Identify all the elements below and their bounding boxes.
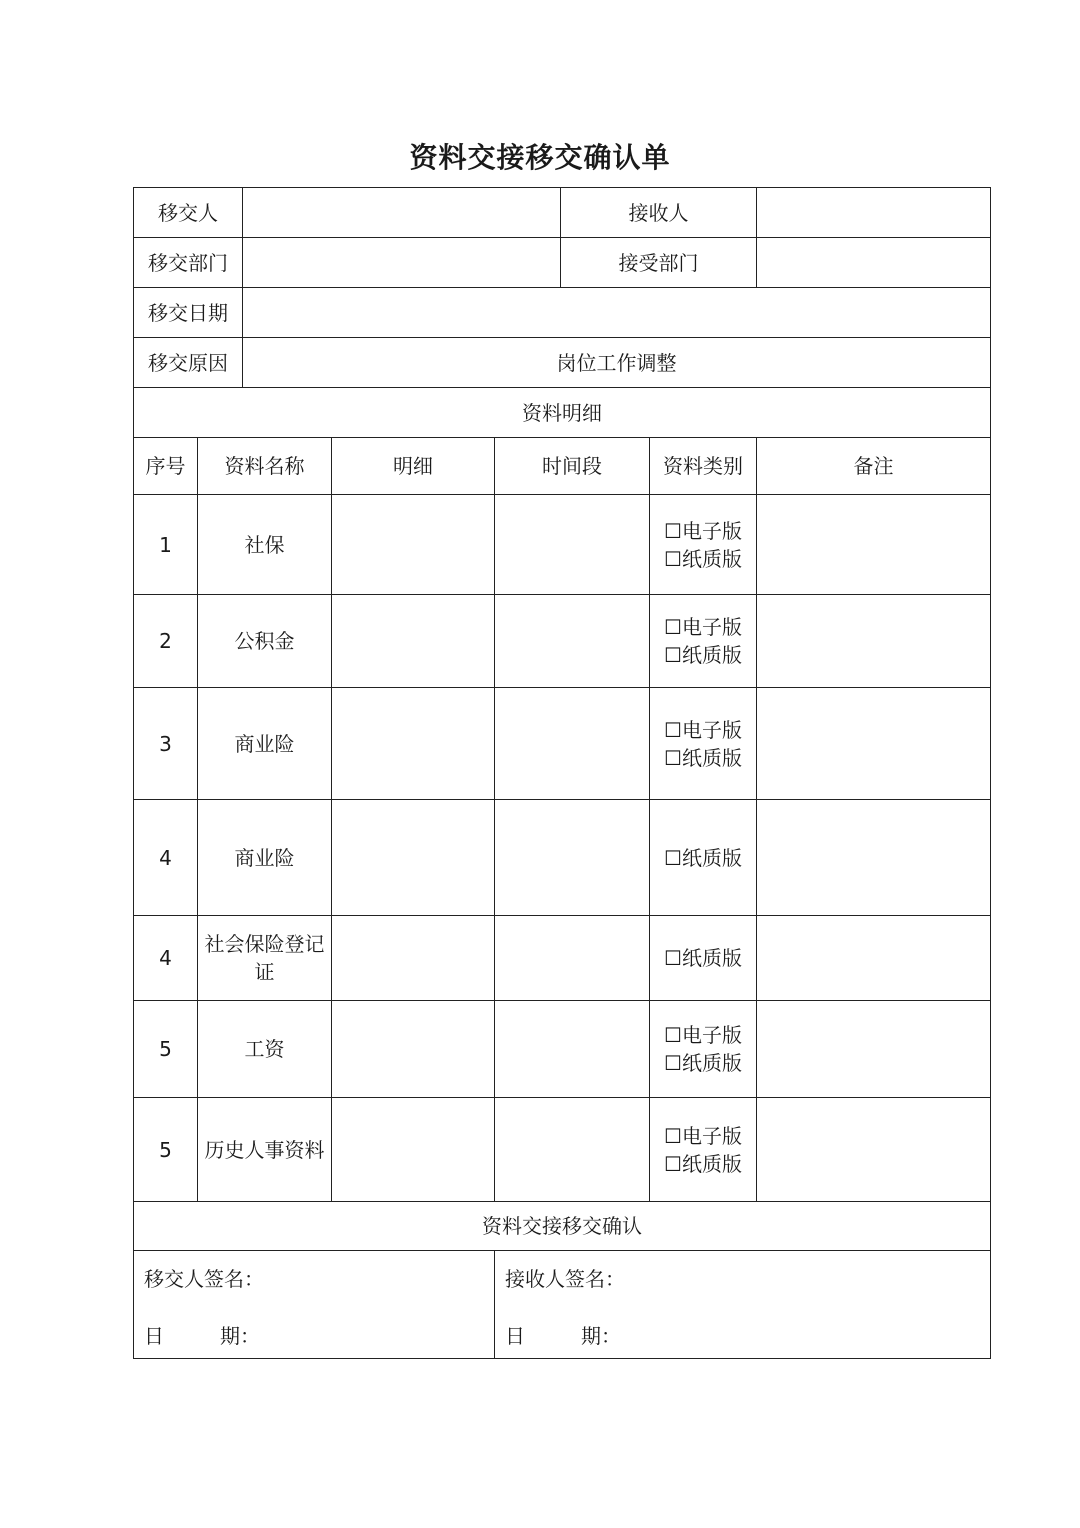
row-period-cell[interactable] <box>495 495 650 595</box>
row-no: 4 <box>134 800 198 916</box>
row-category-cell <box>650 1098 757 1202</box>
receiver-signature-cell[interactable] <box>495 1251 991 1359</box>
transferor-row <box>134 188 991 238</box>
reason-row <box>134 338 991 388</box>
transfer-reason-label: 移交原因 <box>134 338 243 388</box>
row-detail-cell[interactable] <box>332 495 495 595</box>
row-no: 5 <box>134 1098 198 1202</box>
col-header-period: 时间段 <box>495 438 650 495</box>
row-no: 2 <box>134 595 198 688</box>
details-section-row <box>134 388 991 438</box>
row-period-cell[interactable] <box>495 595 650 688</box>
receive-dept-label: 接受部门 <box>561 238 757 288</box>
receiver-field[interactable] <box>757 188 991 238</box>
row-remark-cell[interactable] <box>757 916 991 1001</box>
handover-form-table <box>133 187 991 1359</box>
row-detail-cell[interactable] <box>332 800 495 916</box>
row-period-cell[interactable] <box>495 1098 650 1202</box>
receive-dept-field[interactable] <box>757 238 991 288</box>
col-header-name: 资料名称 <box>198 438 332 495</box>
table-row <box>134 916 991 1001</box>
transfer-reason-field[interactable]: 岗位工作调整 <box>243 338 991 388</box>
paper-checkbox[interactable]: ☐纸质版 <box>664 745 742 770</box>
table-row <box>134 1001 991 1098</box>
row-name: 社保 <box>198 495 332 595</box>
row-name: 历史人事资料 <box>198 1098 332 1202</box>
row-no: 1 <box>134 495 198 595</box>
table-row <box>134 1098 991 1202</box>
row-remark-cell[interactable] <box>757 1098 991 1202</box>
date-char-qi: 期： <box>220 1324 260 1348</box>
row-category-cell <box>650 595 757 688</box>
row-remark-cell[interactable] <box>757 1001 991 1098</box>
transferor-sign-label: 移交人签名： <box>144 1267 264 1291</box>
confirmation-section-title: 资料交接移交确认 <box>134 1202 991 1251</box>
transfer-dept-field[interactable] <box>243 238 561 288</box>
transferor-field[interactable] <box>243 188 561 238</box>
table-row <box>134 800 991 916</box>
row-no: 4 <box>134 916 198 1001</box>
row-remark-cell[interactable] <box>757 688 991 800</box>
col-header-category: 资料类别 <box>650 438 757 495</box>
row-detail-cell[interactable] <box>332 688 495 800</box>
row-detail-cell[interactable] <box>332 1001 495 1098</box>
row-no: 5 <box>134 1001 198 1098</box>
row-period-cell[interactable] <box>495 916 650 1001</box>
paper-checkbox[interactable]: ☐纸质版 <box>664 643 742 667</box>
confirmation-section-row <box>134 1202 991 1251</box>
row-remark-cell[interactable] <box>757 800 991 916</box>
row-period-cell[interactable] <box>495 688 650 800</box>
row-detail-cell[interactable] <box>332 916 495 1001</box>
transfer-date-field[interactable] <box>243 288 991 338</box>
paper-checkbox[interactable]: ☐纸质版 <box>664 845 742 870</box>
paper-checkbox[interactable]: ☐纸质版 <box>664 946 742 970</box>
row-remark-cell[interactable] <box>757 495 991 595</box>
paper-checkbox[interactable]: ☐纸质版 <box>664 1051 742 1075</box>
row-category-cell <box>650 916 757 1001</box>
date-char-qi: 期： <box>581 1324 621 1348</box>
row-name: 商业险 <box>198 800 332 916</box>
col-header-remark: 备注 <box>757 438 991 495</box>
col-header-detail: 明细 <box>332 438 495 495</box>
date-char-ri: 日 <box>505 1324 525 1348</box>
date-char-ri: 日 <box>144 1324 164 1348</box>
transferor-signature-cell[interactable] <box>134 1251 495 1359</box>
electronic-checkbox[interactable]: ☐电子版 <box>664 615 742 639</box>
row-period-cell[interactable] <box>495 1001 650 1098</box>
table-row <box>134 688 991 800</box>
transferor-date-line <box>144 1322 484 1350</box>
paper-checkbox[interactable]: ☐纸质版 <box>664 546 742 571</box>
receiver-sign-label: 接收人签名： <box>505 1267 625 1291</box>
row-category-cell <box>650 495 757 595</box>
col-header-no: 序号 <box>134 438 198 495</box>
page-title: 资料交接移交确认单 <box>409 141 671 174</box>
electronic-checkbox[interactable]: ☐电子版 <box>664 518 742 543</box>
row-period-cell[interactable] <box>495 800 650 916</box>
row-remark-cell[interactable] <box>757 595 991 688</box>
electronic-checkbox[interactable]: ☐电子版 <box>664 1023 742 1047</box>
date-row <box>134 288 991 338</box>
row-category-cell <box>650 688 757 800</box>
signature-row <box>134 1251 991 1359</box>
receiver-date-line <box>505 1322 980 1350</box>
row-name: 商业险 <box>198 688 332 800</box>
table-row <box>134 595 991 688</box>
dept-row <box>134 238 991 288</box>
details-header-row <box>134 438 991 495</box>
row-category-cell <box>650 800 757 916</box>
row-name: 社会保险登记证 <box>198 916 332 1001</box>
paper-checkbox[interactable]: ☐纸质版 <box>664 1151 742 1176</box>
row-detail-cell[interactable] <box>332 1098 495 1202</box>
electronic-checkbox[interactable]: ☐电子版 <box>664 717 742 742</box>
receiver-label: 接收人 <box>561 188 757 238</box>
row-no: 3 <box>134 688 198 800</box>
table-row <box>134 495 991 595</box>
row-detail-cell[interactable] <box>332 595 495 688</box>
transferor-label: 移交人 <box>134 188 243 238</box>
details-section-title: 资料明细 <box>134 388 991 438</box>
transfer-dept-label: 移交部门 <box>134 238 243 288</box>
electronic-checkbox[interactable]: ☐电子版 <box>664 1123 742 1148</box>
row-category-cell <box>650 1001 757 1098</box>
row-name: 工资 <box>198 1001 332 1098</box>
transfer-date-label: 移交日期 <box>134 288 243 338</box>
row-name: 公积金 <box>198 595 332 688</box>
